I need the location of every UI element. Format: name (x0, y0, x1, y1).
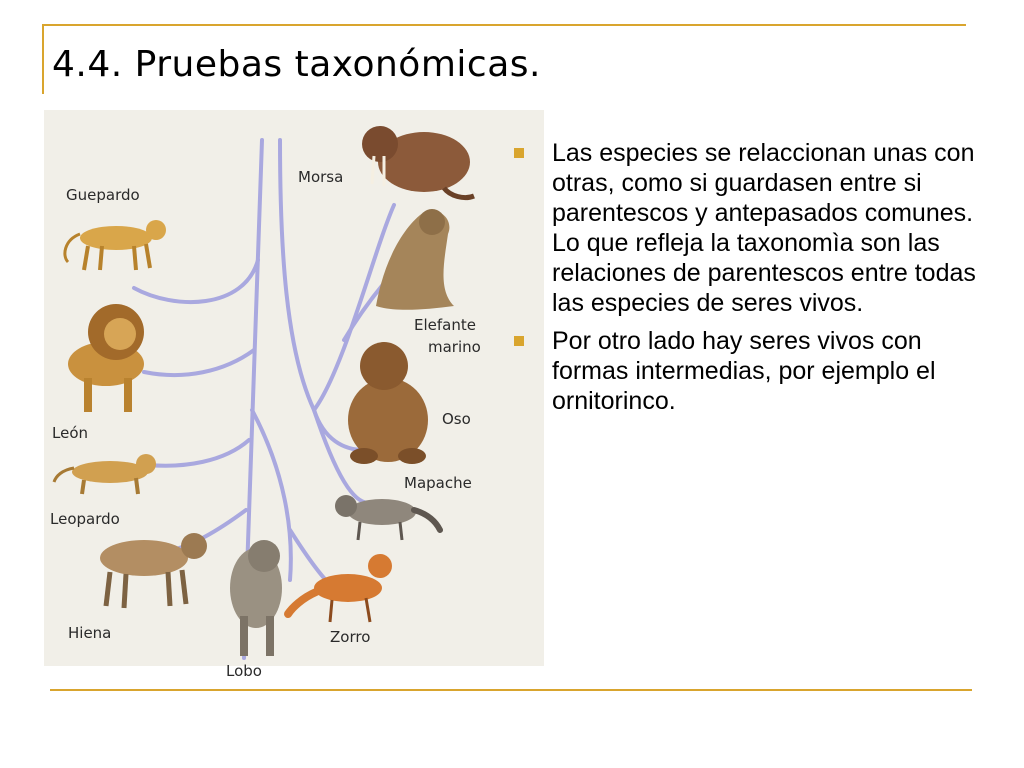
phylogeny-tree (44, 110, 544, 680)
label-guepardo: Guepardo (66, 186, 140, 204)
branch-leopardo (148, 440, 249, 466)
hiena-illustration (100, 533, 207, 608)
bullet-square-icon (514, 148, 524, 158)
label-elefante-line1: Elefante (414, 316, 476, 334)
top-rule (42, 24, 966, 26)
bullet-item-2 (508, 326, 978, 416)
branch-guepardo (134, 260, 258, 302)
bullet-list (508, 138, 978, 424)
bullet-text-2: Por otro lado hay seres vivos con formas intermedias, por ejemplo el ornitorinco. (552, 327, 936, 415)
label-leopardo: Leopardo (50, 510, 120, 528)
leopardo-illustration (54, 454, 156, 494)
label-leon: León (52, 424, 89, 442)
label-mapache: Mapache (404, 474, 472, 492)
label-elefante-line2: marino (428, 338, 481, 356)
label-morsa: Morsa (298, 168, 344, 186)
bullet-item-1 (508, 138, 978, 318)
leon-illustration (68, 304, 144, 412)
oso-illustration (348, 342, 428, 464)
mapache-illustration (335, 495, 440, 540)
phylogeny-figure (44, 110, 544, 680)
morsa-illustration (362, 126, 474, 198)
zorro-illustration (288, 554, 392, 622)
slide-title: 4.4. Pruebas taxonómicas. (52, 44, 541, 85)
bullet-square-icon (514, 336, 524, 346)
label-zorro: Zorro (330, 628, 371, 646)
label-oso: Oso (442, 410, 471, 428)
bullet-text-1: Las especies se relaccionan unas con otras, como si guardasen entre si parentescos y antepasados comunes. Lo que refleja la taxonomìa son las relaciones de parentescos entre todas las especies de seres vivos. (552, 139, 976, 317)
label-lobo: Lobo (226, 662, 262, 680)
lobo-illustration (230, 540, 282, 656)
bottom-rule (50, 689, 972, 691)
branch-leon (144, 350, 254, 375)
label-hiena: Hiena (68, 624, 112, 642)
guepardo-illustration (65, 220, 166, 270)
left-rule (42, 24, 44, 94)
